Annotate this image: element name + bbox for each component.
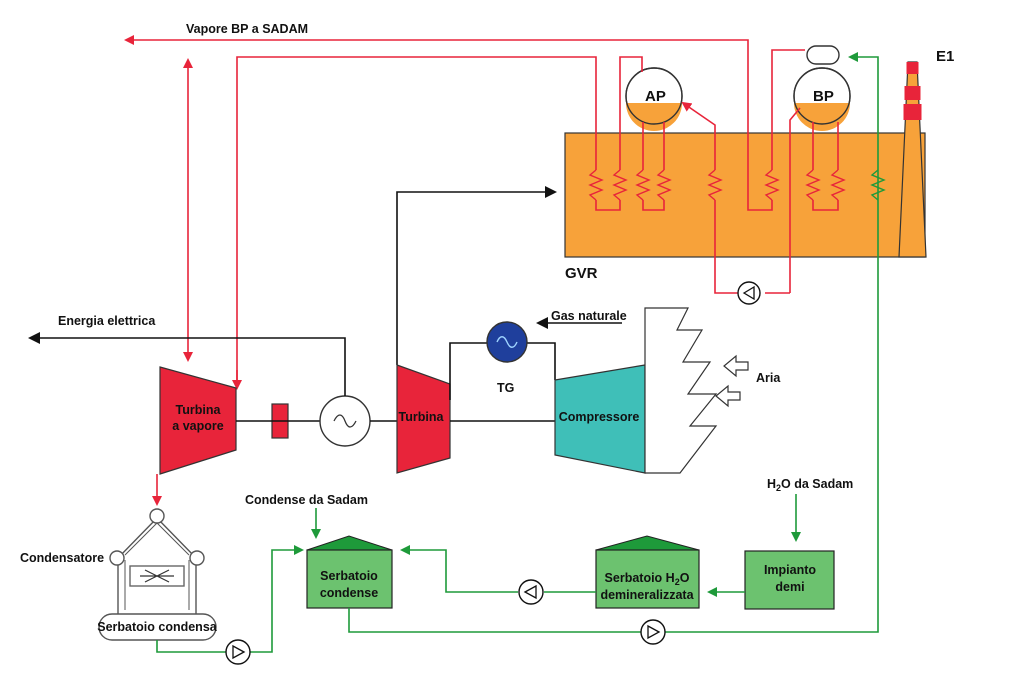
- demi-pump: [519, 580, 543, 604]
- label-serbatoio-condense-1: Serbatoio: [320, 569, 378, 583]
- label-gas: Gas naturale: [551, 309, 627, 323]
- label-serbatoio-demi-2: demineralizzata: [600, 588, 694, 602]
- label-vapore-bp: Vapore BP a SADAM: [186, 22, 309, 36]
- condense-tank-roof: [307, 536, 392, 550]
- label-gvr: GVR: [565, 265, 598, 282]
- stack-e1: [899, 62, 926, 257]
- air-arrow-1: [724, 356, 748, 376]
- label-serbatoio-demi-1: Serbatoio $H_2O$: [604, 571, 690, 587]
- label-turbina-vapore-2: a vapore: [172, 419, 224, 433]
- air-condenser: [110, 509, 204, 615]
- exhaust-to-hrsg: [397, 192, 555, 365]
- label-serbatoio-condense-2: condense: [319, 586, 379, 600]
- label-bp: BP: [813, 88, 834, 105]
- label-compressore: Compressore: [558, 410, 640, 424]
- label-condensatore: Condensatore: [20, 551, 105, 565]
- label-e1: E1: [936, 48, 955, 65]
- air-arrow-2: [716, 386, 740, 406]
- label-energia: Energia elettrica: [58, 314, 156, 328]
- condensate-pump: [226, 640, 250, 664]
- label-condense-sadam: Condense da Sadam: [245, 493, 368, 507]
- label-impianto-2: demi: [775, 580, 805, 594]
- label-aria: Aria: [756, 371, 781, 385]
- label-ap: AP: [645, 88, 666, 105]
- label-turbina: Turbina: [398, 410, 444, 424]
- label-serbatoio-condensa: Serbatoio condensa: [97, 620, 217, 634]
- condense-tank-outlet: [349, 608, 641, 632]
- label-impianto-1: Impianto: [763, 563, 817, 577]
- demi-tank-roof: [596, 536, 699, 550]
- feed-pump: [641, 620, 665, 644]
- ap-feed-pump: [738, 282, 760, 304]
- label-h2o-sadam: $H_2O$ da Sadam: [767, 477, 854, 493]
- label-turbina-vapore-1: Turbina: [175, 403, 221, 417]
- demi-to-condense-line: [402, 550, 596, 592]
- air-intake-filter: [645, 308, 716, 473]
- label-tg: TG: [497, 381, 515, 395]
